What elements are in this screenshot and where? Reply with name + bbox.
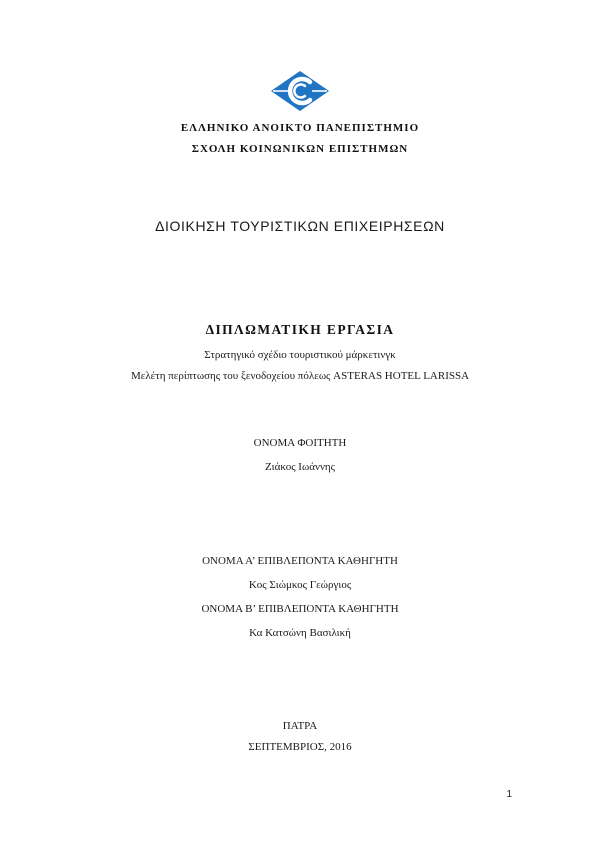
first-supervisor-name: Κος Σιώμκος Γεώργιος bbox=[248, 579, 352, 591]
department-name: ΔΙΟΙΚΗΣΗ ΤΟΥΡΙΣΤΙΚΩΝ ΕΠΙΧΕΙΡΗΣΕΩΝ bbox=[155, 218, 445, 234]
student-name: Ζιάκος Ιωάννης bbox=[264, 461, 336, 473]
school-name: ΣΧΟΛΗ ΚΟΙΝΩΝΙΚΩΝ ΕΠΙΣΤΗΜΩΝ bbox=[191, 143, 409, 155]
second-supervisor-label: ΟΝΟΜΑ Β’ ΕΠΙΒΛΕΠΟΝΤΑ ΚΑΘΗΓΗΤΗ bbox=[201, 603, 399, 615]
date: ΣΕΠΤΕΜΒΡΙΟΣ, 2016 bbox=[248, 741, 352, 753]
university-name: ΕΛΛΗΝΙΚΟ ΑΝΟΙΚΤΟ ΠΑΝΕΠΙΣΤΗΜΙΟ bbox=[180, 122, 420, 134]
university-logo-icon bbox=[270, 70, 330, 112]
thesis-subtitle: Μελέτη περίπτωσης του ξενοδοχείου πόλεως ASTERAS HOTEL LARISSA bbox=[130, 370, 470, 382]
thesis-title: Στρατηγικό σχέδιο τουριστικού μάρκετινγκ bbox=[204, 349, 396, 361]
city: ΠΑΤΡΑ bbox=[282, 720, 318, 732]
page-number: 1 bbox=[506, 789, 512, 800]
first-supervisor-label: ΟΝΟΜΑ Α’ ΕΠΙΒΛΕΠΟΝΤΑ ΚΑΘΗΓΗΤΗ bbox=[202, 555, 398, 567]
thesis-type: ΔΙΠΛΩΜΑΤΙΚΗ ΕΡΓΑΣΙΑ bbox=[205, 322, 395, 337]
student-label: ΟΝΟΜΑ ΦΟΙΤΗΤΗ bbox=[253, 437, 347, 449]
second-supervisor-name: Κα Κατσώνη Βασιλική bbox=[249, 627, 351, 639]
